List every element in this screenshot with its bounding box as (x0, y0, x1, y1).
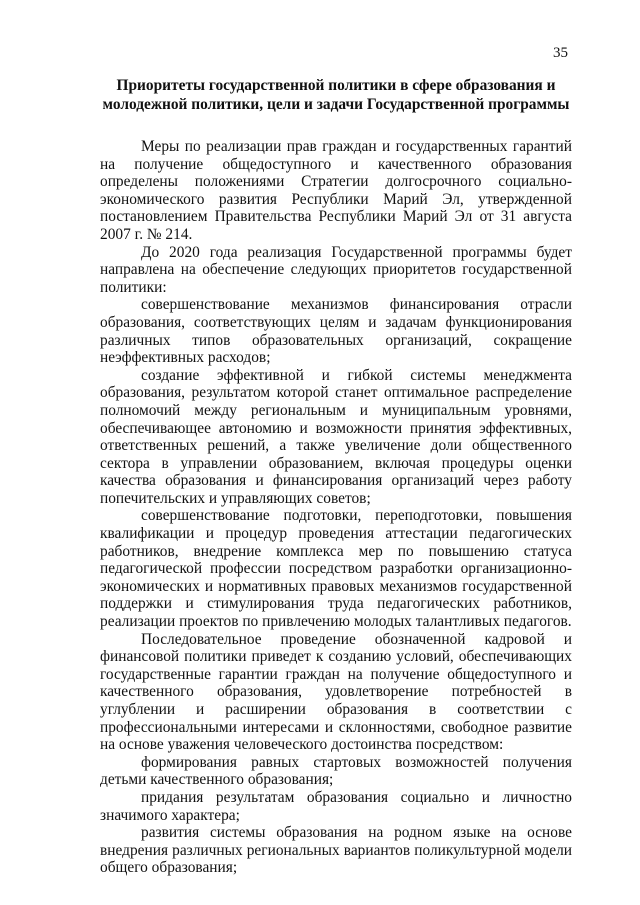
paragraph-management-system: создание эффективной и гибкой системы менеджмента образования, результатом которой станет оптимальное распределение полномочий между региональным и муниципальным уровнями, обеспечивающее автономию и возможности принятия эффективных, ответственных решений, а также увеличение доли общественного сектора в управлении образованием, включая процедуры оценки качества образования и финансирования организаций через работу попечительских и управляющих советов; (100, 366, 572, 507)
page-number: 35 (553, 45, 568, 61)
section-title-line-2: молодежной политики, цели и задачи Государственной программы (102, 96, 570, 113)
section-title-line-1: Приоритеты государственной политики в сфере образования и (116, 77, 556, 94)
document-body (100, 138, 572, 877)
paragraph-teacher-training: совершенствование подготовки, переподготовки, повышения квалификации и процедур проведения аттестации педагогических работников, внедрение комплекса мер по повышению статуса педагогической профессии посредством разработки организационно-экономических и нормативных правовых механизмов государственной поддержки и стимулирования труда педагогических работников, реализации проектов по привлечению молодых талантливых педагогов. (100, 507, 572, 631)
section-title (100, 76, 572, 114)
paragraph-financing-mechanisms: совершенствование механизмов финансирования отрасли образования, соответствующих целям и задачам функционирования различных типов образовательных организаций, сокращение неэффективных расходов; (100, 296, 572, 367)
paragraph-significance: придания результатам образования социально и личностно значимого характера; (100, 788, 572, 824)
paragraph-consistent-policy: Последовательное проведение обозначенной кадровой и финансовой политики приведет к созданию условий, обеспечивающих государственные гарантии граждан на получение общедоступного и качественного образования, удовлетворение потребностей в углублении и расширении образования в соответствии с профессиональными интересами и склонностями, свободное развитие на основе уважения человеческого достоинства посредством: (100, 630, 572, 754)
paragraph-native-language: развития системы образования на родном языке на основе внедрения различных региональных вариантов поликультурной модели общего образования; (100, 824, 572, 877)
paragraph-equal-opportunities: формирования равных стартовых возможностей получения детьми качественного образования; (100, 753, 572, 789)
paragraph-measures: Меры по реализации прав граждан и государственных гарантий на получение общедоступного и качественного образования определены положениями Стратегии долгосрочного социально-экономического развития Республики Марий Эл, утвержденной постановлением Правительства Республики Марий Эл от 31 августа 2007 г. № 214. (100, 138, 572, 243)
paragraph-priorities-intro: До 2020 года реализация Государственной программы будет направлена на обеспечение следующих приоритетов государственной политики: (100, 243, 572, 296)
